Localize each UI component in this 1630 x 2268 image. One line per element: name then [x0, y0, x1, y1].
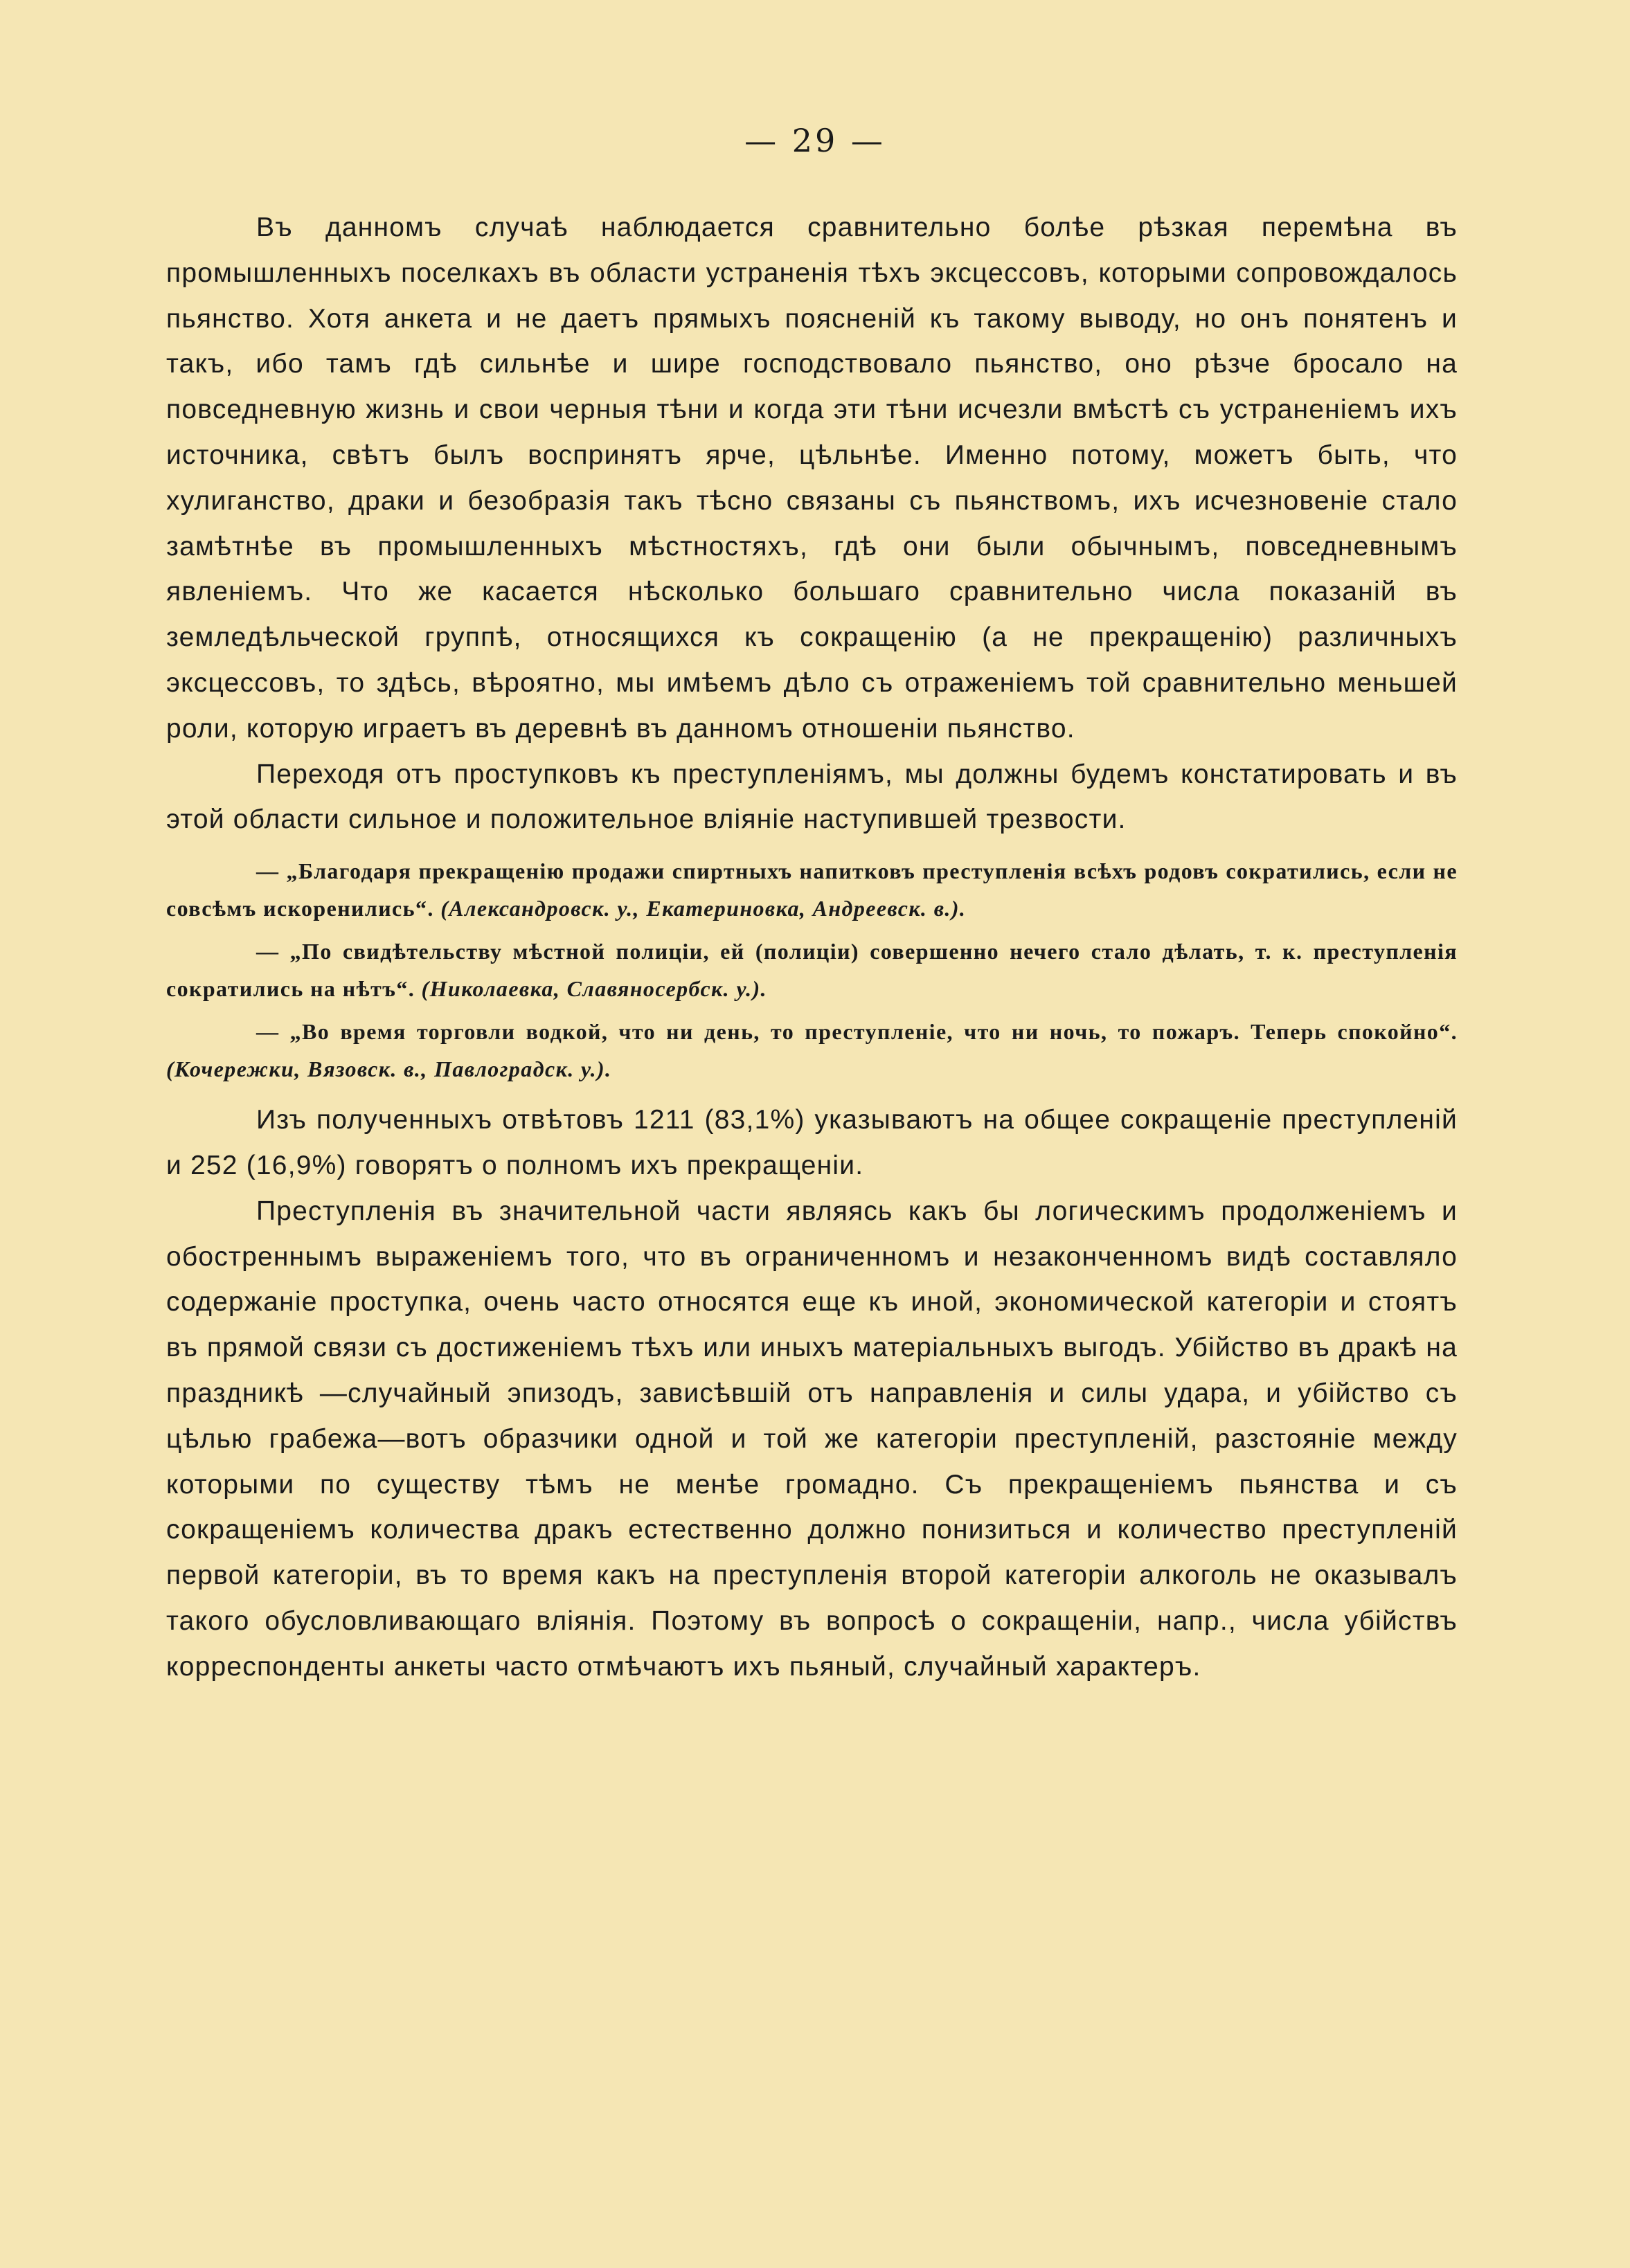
main-text	[166, 205, 1458, 1690]
quotation	[166, 933, 1458, 1007]
quotation-text: — „Во время торговли водкой, что ни день, то преступленіе, что ни ночь, то пожаръ. Теперь спокойно“.	[256, 1019, 1458, 1045]
quotation-source: (Александровск. у., Екатериновка, Андреевск. в.).	[440, 896, 967, 921]
paragraph: Въ данномъ случаѣ наблюдается сравнительно болѣе рѣзкая перемѣна въ промышленныхъ поселкахъ въ области устраненія тѣхъ эксцессовъ, которыми сопровождалось пьянство. Хотя анкета и не даетъ прямыхъ поясненій къ такому выводу, но онъ понятенъ и такъ, ибо тамъ гдѣ сильнѣе и шире господствовало пьянство, оно рѣзче бросало на повседневную жизнь и свои черныя тѣни и когда эти тѣни исчезли вмѣстѣ съ устраненіемъ ихъ источника, свѣтъ былъ воспринятъ ярче, цѣльнѣе. Именно потому, можетъ быть, что хулиганство, драки и безобразія такъ тѣсно связаны съ пьянствомъ, ихъ исчезновеніе стало замѣтнѣе въ промышленныхъ мѣстностяхъ, гдѣ они были обычнымъ, повседневнымъ явленіемъ. Что же касается нѣсколько большаго сравнительно числа показаній въ земледѣльческой группѣ, относящихся къ сокращенію (а не прекращенію) различныхъ эксцессовъ, то здѣсь, вѣроятно, мы имѣемъ дѣло съ отраженіемъ той сравнительно меньшей роли, которую играетъ въ деревнѣ въ данномъ отношеніи пьянство.	[166, 213, 1458, 744]
quotation-text: — „Благодаря прекращенію продажи спиртныхъ напитковъ преступленія всѣхъ родовъ сократились, если не совсѣмъ искоренились“.	[166, 858, 1458, 921]
quotations	[166, 852, 1458, 1088]
quotation	[166, 1013, 1458, 1088]
page-number: — 29 —	[744, 122, 886, 159]
quotation-source: (Николаевка, Славяносербск. у.).	[421, 976, 767, 1002]
paragraph: Изъ полученныхъ отвѣтовъ 1211 (83,1%) указываютъ на общее сокращеніе преступленій и 252 (16,9%) говорятъ о полномъ ихъ прекращеніи.	[166, 1105, 1458, 1180]
quotation-source: (Кочережки, Вязовск. в., Павлоградск. у.).	[166, 1056, 612, 1082]
quotation	[166, 852, 1458, 927]
paragraph: Переходя отъ проступковъ къ преступленіямъ, мы должны будемъ констатировать и въ этой области сильное и положительное вліяніе наступившей трезвости.	[166, 759, 1458, 835]
quotation-text: — „По свидѣтельству мѣстной полиціи, ей (полиціи) совершенно нечего стало дѣлать, т. к. преступленія сократились на нѣтъ“.	[166, 939, 1458, 1002]
paragraph: Преступленія въ значительной части являясь какъ бы логическимъ продолженіемъ и обостреннымъ выраженіемъ того, что въ ограниченномъ и незаконченномъ видѣ составляло содержаніе проступка, очень часто относятся еще къ иной, экономической категоріи и стоятъ въ прямой связи съ достиженіемъ тѣхъ или иныхъ матеріальныхъ выгодъ. Убійство въ дракѣ на праздникѣ —случайный эпизодъ, зависѣвшій отъ направленія и силы удара, и убійство съ цѣлью грабежа—вотъ образчики одной и той же категоріи преступленій, разстояніе между которыми по существу тѣмъ не менѣе громадно. Съ прекращеніемъ пьянства и съ сокращеніемъ количества дракъ естественно должно понизиться и количество преступленій первой категоріи, въ то время какъ на преступленія второй категоріи алкоголь не оказывалъ такого обусловливающаго вліянія. Поэтому въ вопросѣ о сокращеніи, напр., числа убійствъ корреспонденты анкеты часто отмѣчаютъ ихъ пьяный, случайный характеръ.	[166, 1196, 1458, 1682]
